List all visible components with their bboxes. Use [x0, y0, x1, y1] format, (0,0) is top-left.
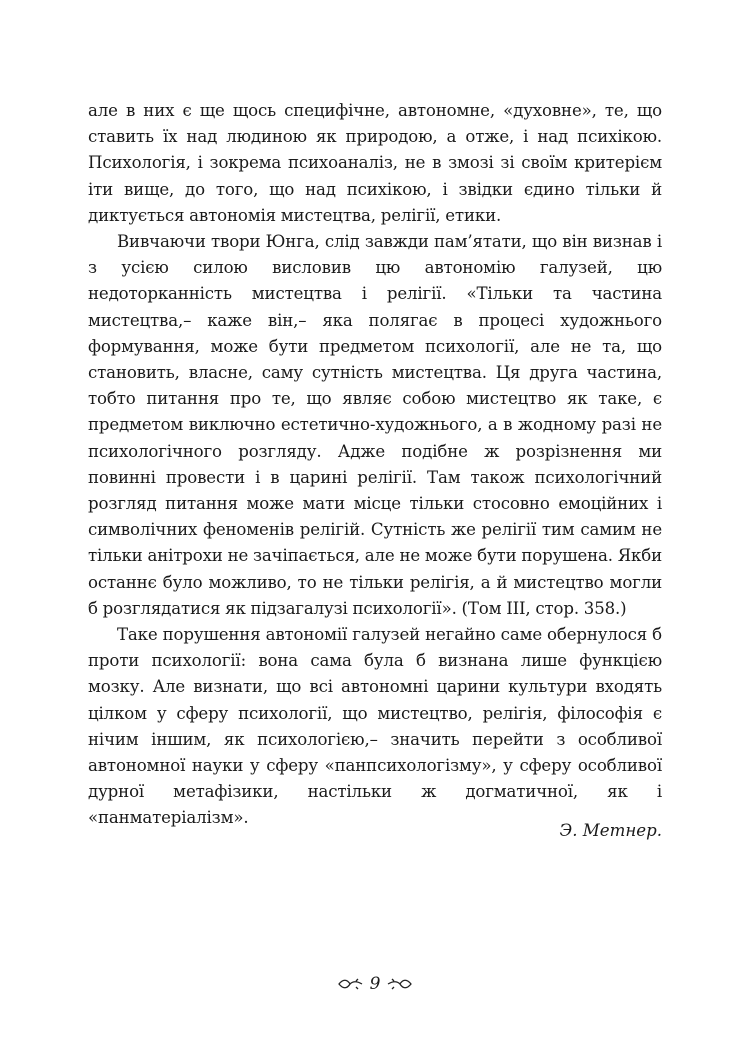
- paragraph-autonomy: Таке порушення автономії галузей негайно саме обернулося б проти психології: вона сама була б визнана лише функцією мозку. Але визнати, що всі автономні царини культури входять цілком у сферу психології, що мистецтво, релігія, філософія є нічим іншим, як психологією,– значить перейти з особливої автономної науки у сферу «панпсихологізму», у сферу особливої дурної метафізики, настільки ж догматичної, як і «панматеріалізм».: [88, 625, 662, 828]
- page-number: 9: [369, 974, 381, 994]
- left-ornament-icon: [338, 977, 364, 991]
- paragraph-jung: Вивчаючи твори Юнга, слід завжди пам’ятати, що він визнав і з усією силою висловив цю автономію галузей, цю недоторканність мистецтва і релігії. «Тільки та частина мистецтва,– каже він,– яка полягає в процесі художнього формування, може бути предметом психології, але не та, що становить, власне, саму сутність мистецтва. Ця друга частина, тобто питання про те, що являє собою мистецтво як таке, є предметом виключно естетично-художнього, а в жодному разі не психологічного розгляду. Адже подібне ж розрізнення ми повинні провести і в царині релігії. Там також психологічний розгляд питання може мати місце тільки стосовно емоційних і символічних феноменів релігій. Сутність же релігії тим самим не тільки анітрохи не зачіпається, але не може бути порушена. Якби останнє було можливо, то не тільки релігія, а й мистецтво могли б розглядатися як підзагалузі психології». (Том III, стор. 358.): [88, 232, 662, 618]
- right-ornament-icon: [386, 977, 412, 991]
- body-text: [88, 98, 662, 832]
- author-signature: Э. Метнер.: [559, 821, 662, 840]
- paragraph-continued: але в них є ще щось специфічне, автономне, «духовне», те, що ставить їх над людиною як природою, а отже, і над психікою. Психологія, і зокрема психоаналіз, не в змозі зі своїм критерієм іти вище, до того, що над психікою, і звідки єдино тільки й диктується автономія мистецтва, релігії, етики.: [88, 101, 662, 225]
- page-footer: [0, 974, 750, 994]
